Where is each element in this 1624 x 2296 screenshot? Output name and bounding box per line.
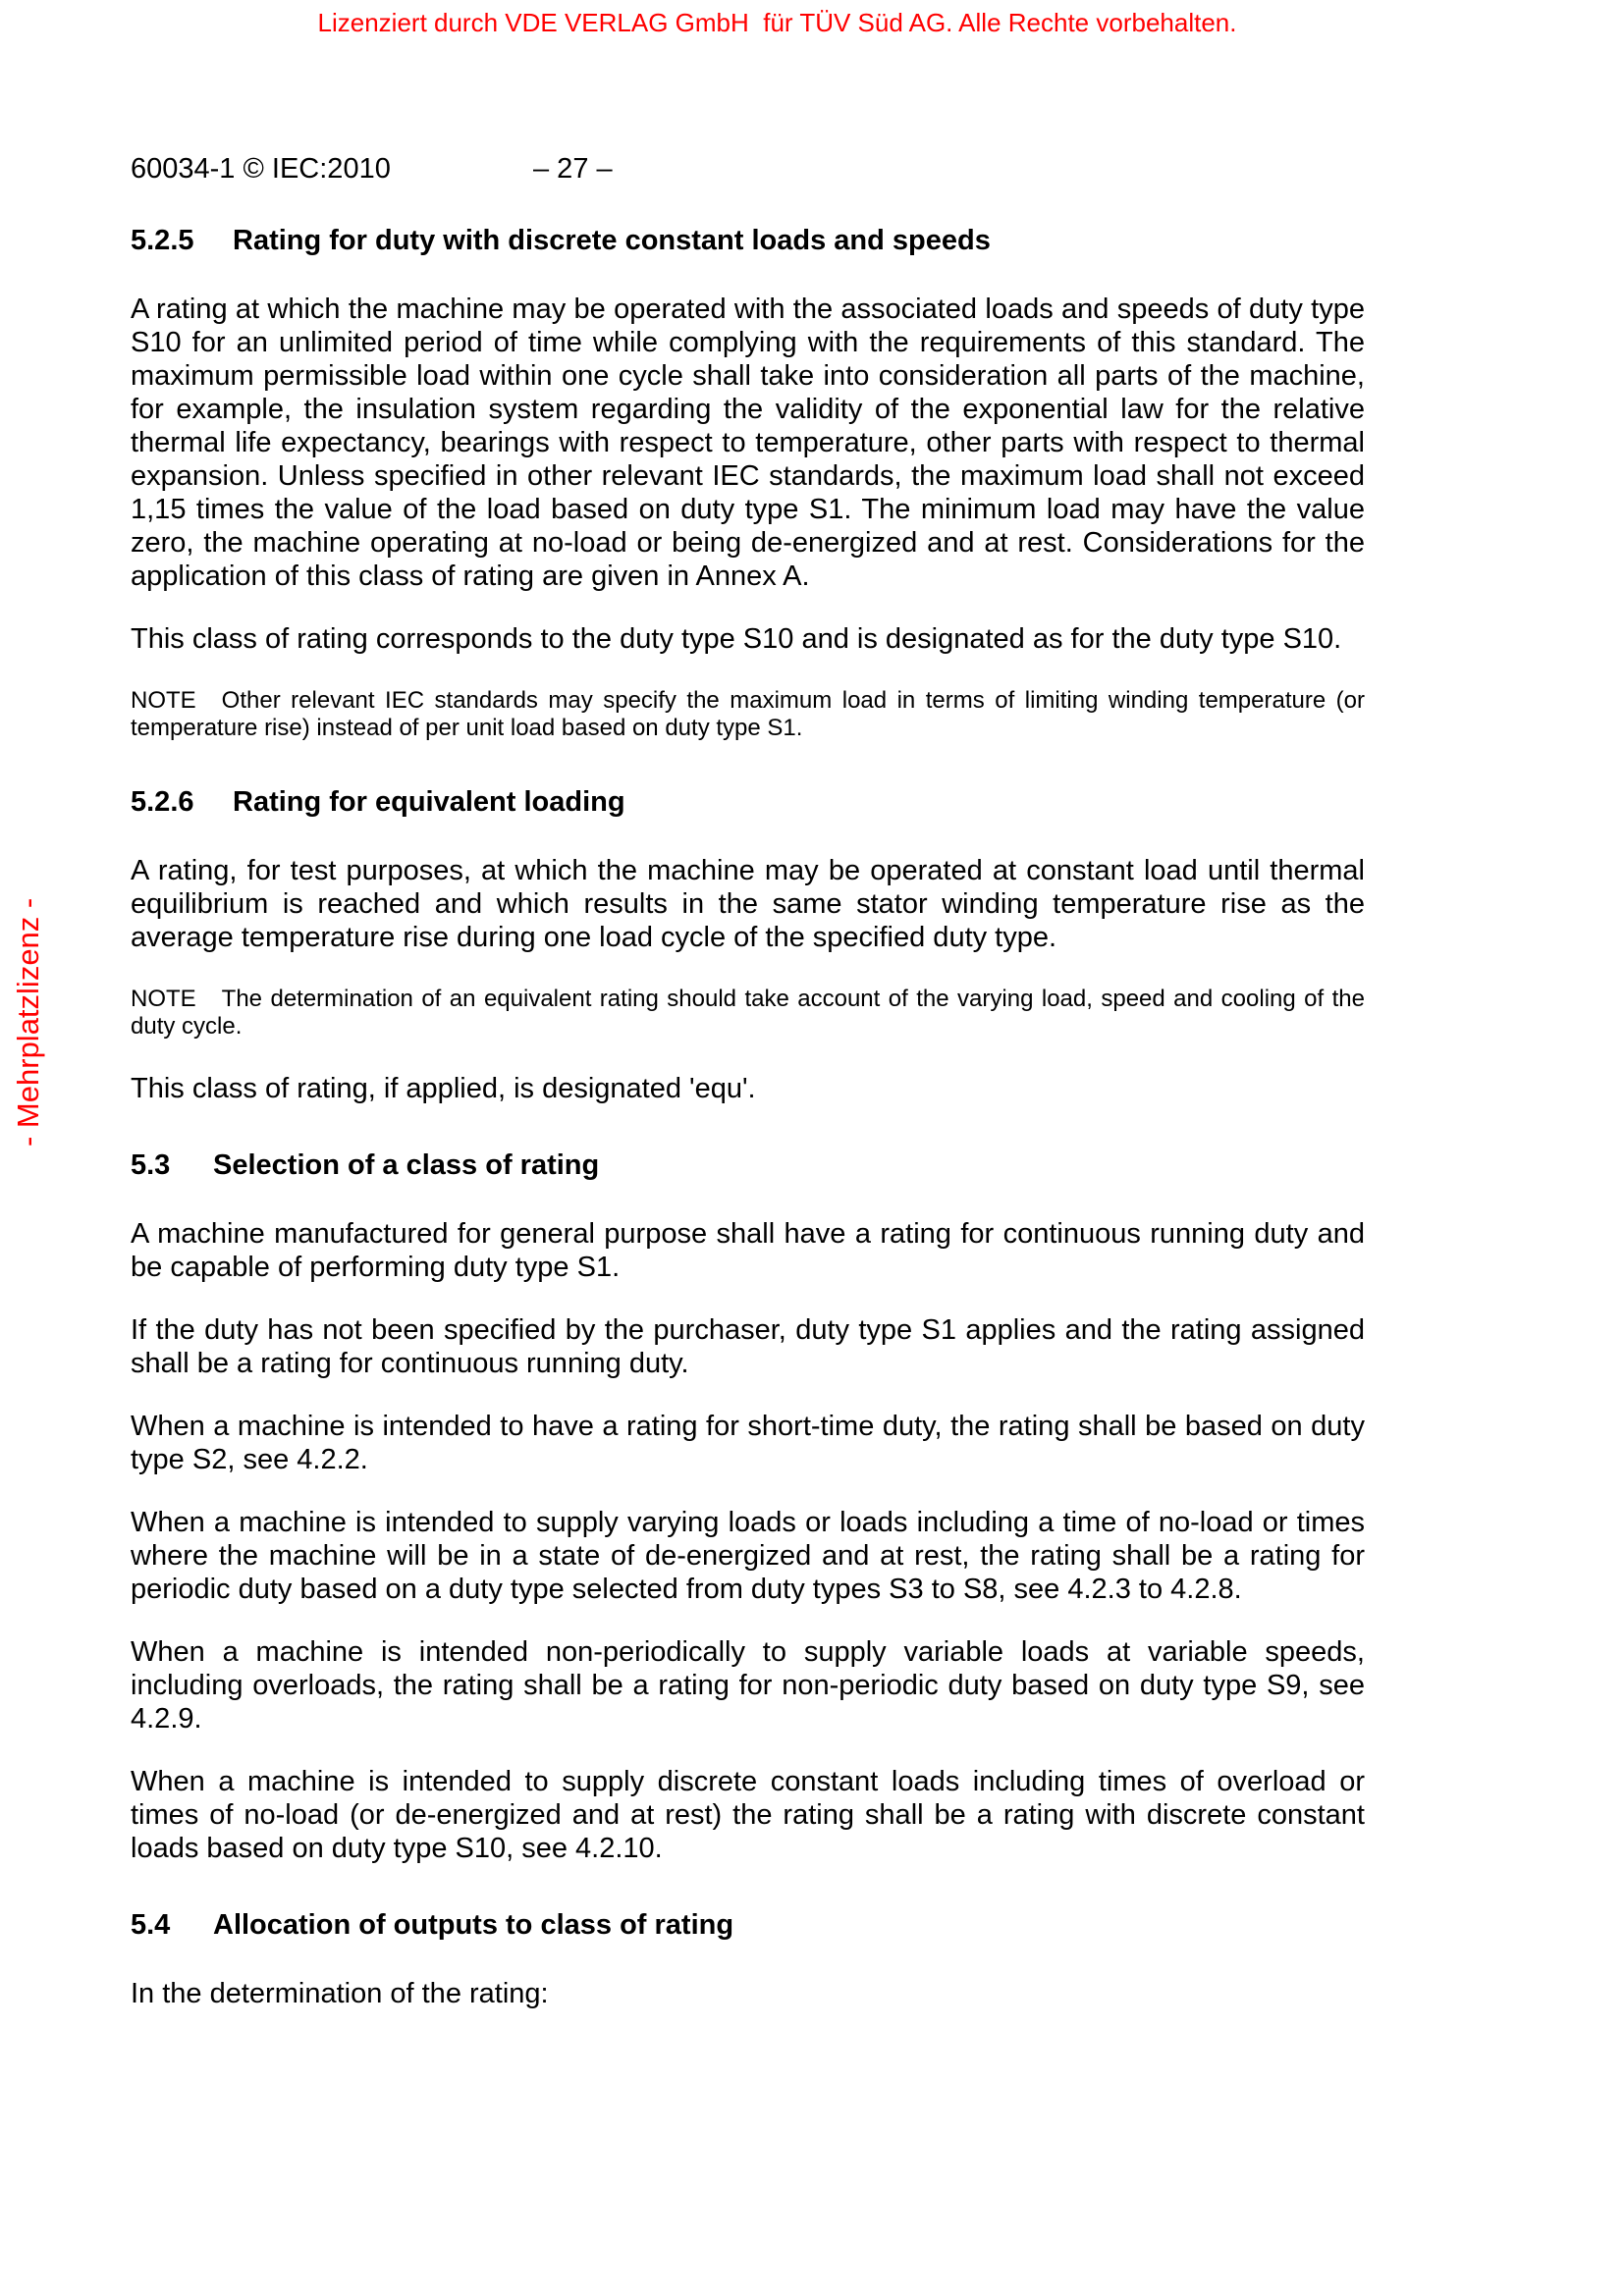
license-banner: Lizenziert durch VDE VERLAG GmbH für TÜV Süd AG. Alle Rechte vorbehalten. [317, 8, 1237, 37]
document-id: 60034-1 © IEC:2010 [131, 153, 391, 185]
paragraph: When a machine is intended to supply discrete constant loads including times of overload or times of no-load (or de-energized and at rest) the rating shall be a rating with discrete constant loads based on duty type S10, see 4.2.10. [131, 1766, 1365, 1864]
section-title: Rating for equivalent loading [233, 786, 625, 818]
section-number: 5.4 [131, 1909, 171, 1941]
note [131, 986, 1365, 1041]
paragraph: A machine manufactured for general purpose shall have a rating for continuous running duty and be capable of performing duty type S1. [131, 1218, 1365, 1283]
section-number: 5.2.5 [131, 225, 194, 256]
section-heading-5-3 [131, 1148, 1365, 1182]
running-header [131, 152, 1365, 186]
section-number: 5.2.6 [131, 786, 194, 818]
paragraph: When a machine is intended to supply varying loads or loads including a time of no-load or times where the machine will be in a state of de-energized and at rest, the rating shall be a rating for periodic duty based on a duty type selected from duty types S3 to S8, see 4.2.3 to 4.2.8. [131, 1507, 1365, 1605]
note-text: Other relevant IEC standards may specify the maximum load in terms of limiting winding temperature (or temperature rise) instead of per unit load based on duty type S1. [131, 687, 1365, 741]
paragraph: This class of rating corresponds to the duty type S10 and is designated as for the duty type S10. [131, 623, 1342, 655]
document-body [131, 224, 1365, 2010]
paragraph: In the determination of the rating: [131, 1978, 549, 2009]
paragraph: When a machine is intended to have a rating for short-time duty, the rating shall be based on duty type S2, see 4.2.2. [131, 1411, 1365, 1475]
section-heading-5-2-6 [131, 785, 1365, 819]
page-number: – 27 – [533, 153, 613, 185]
section-number: 5.3 [131, 1149, 171, 1181]
license-side-watermark: - Mehrplatzlizenz - [11, 897, 45, 1147]
paragraph: This class of rating, if applied, is designated 'equ'. [131, 1073, 756, 1104]
note-text: The determination of an equivalent rating should take account of the varying load, speed and cooling of the duty cycle. [131, 986, 1365, 1040]
section-heading-5-2-5 [131, 224, 1365, 257]
section-title: Selection of a class of rating [213, 1149, 600, 1181]
section-title: Allocation of outputs to class of rating [213, 1909, 734, 1941]
paragraph: A rating, for test purposes, at which the machine may be operated at constant load until thermal equilibrium is reached and which results in the same stator winding temperature rise as the average temperature rise during one load cycle of the specified duty type. [131, 855, 1365, 953]
note [131, 687, 1365, 742]
note-label: NOTE [131, 986, 196, 1012]
section-heading-5-4 [131, 1908, 1365, 1942]
note-label: NOTE [131, 687, 196, 714]
paragraph: When a machine is intended non-periodically to supply variable loads at variable speeds, including overloads, the rating shall be a rating for non-periodic duty based on duty type S9, see 4.2.9. [131, 1636, 1365, 1735]
section-title: Rating for duty with discrete constant loads and speeds [233, 225, 991, 256]
paragraph: If the duty has not been specified by the purchaser, duty type S1 applies and the rating assigned shall be a rating for continuous running duty. [131, 1314, 1365, 1379]
paragraph: A rating at which the machine may be operated with the associated loads and speeds of duty type S10 for an unlimited period of time while complying with the requirements of this standard. The maximum permissible load within one cycle shall take into consideration all parts of the machine, for example, the insulation system regarding the validity of the exponential law for the relative thermal life expectancy, bearings with respect to temperature, other parts with respect to thermal expansion. Unless specified in other relevant IEC standards, the maximum load shall not exceed 1,15 times the value of the load based on duty type S1. The minimum load may have the value zero, the machine operating at no-load or being de-energized and at rest. Considerations for the application of this class of rating are given in Annex A. [131, 294, 1365, 592]
